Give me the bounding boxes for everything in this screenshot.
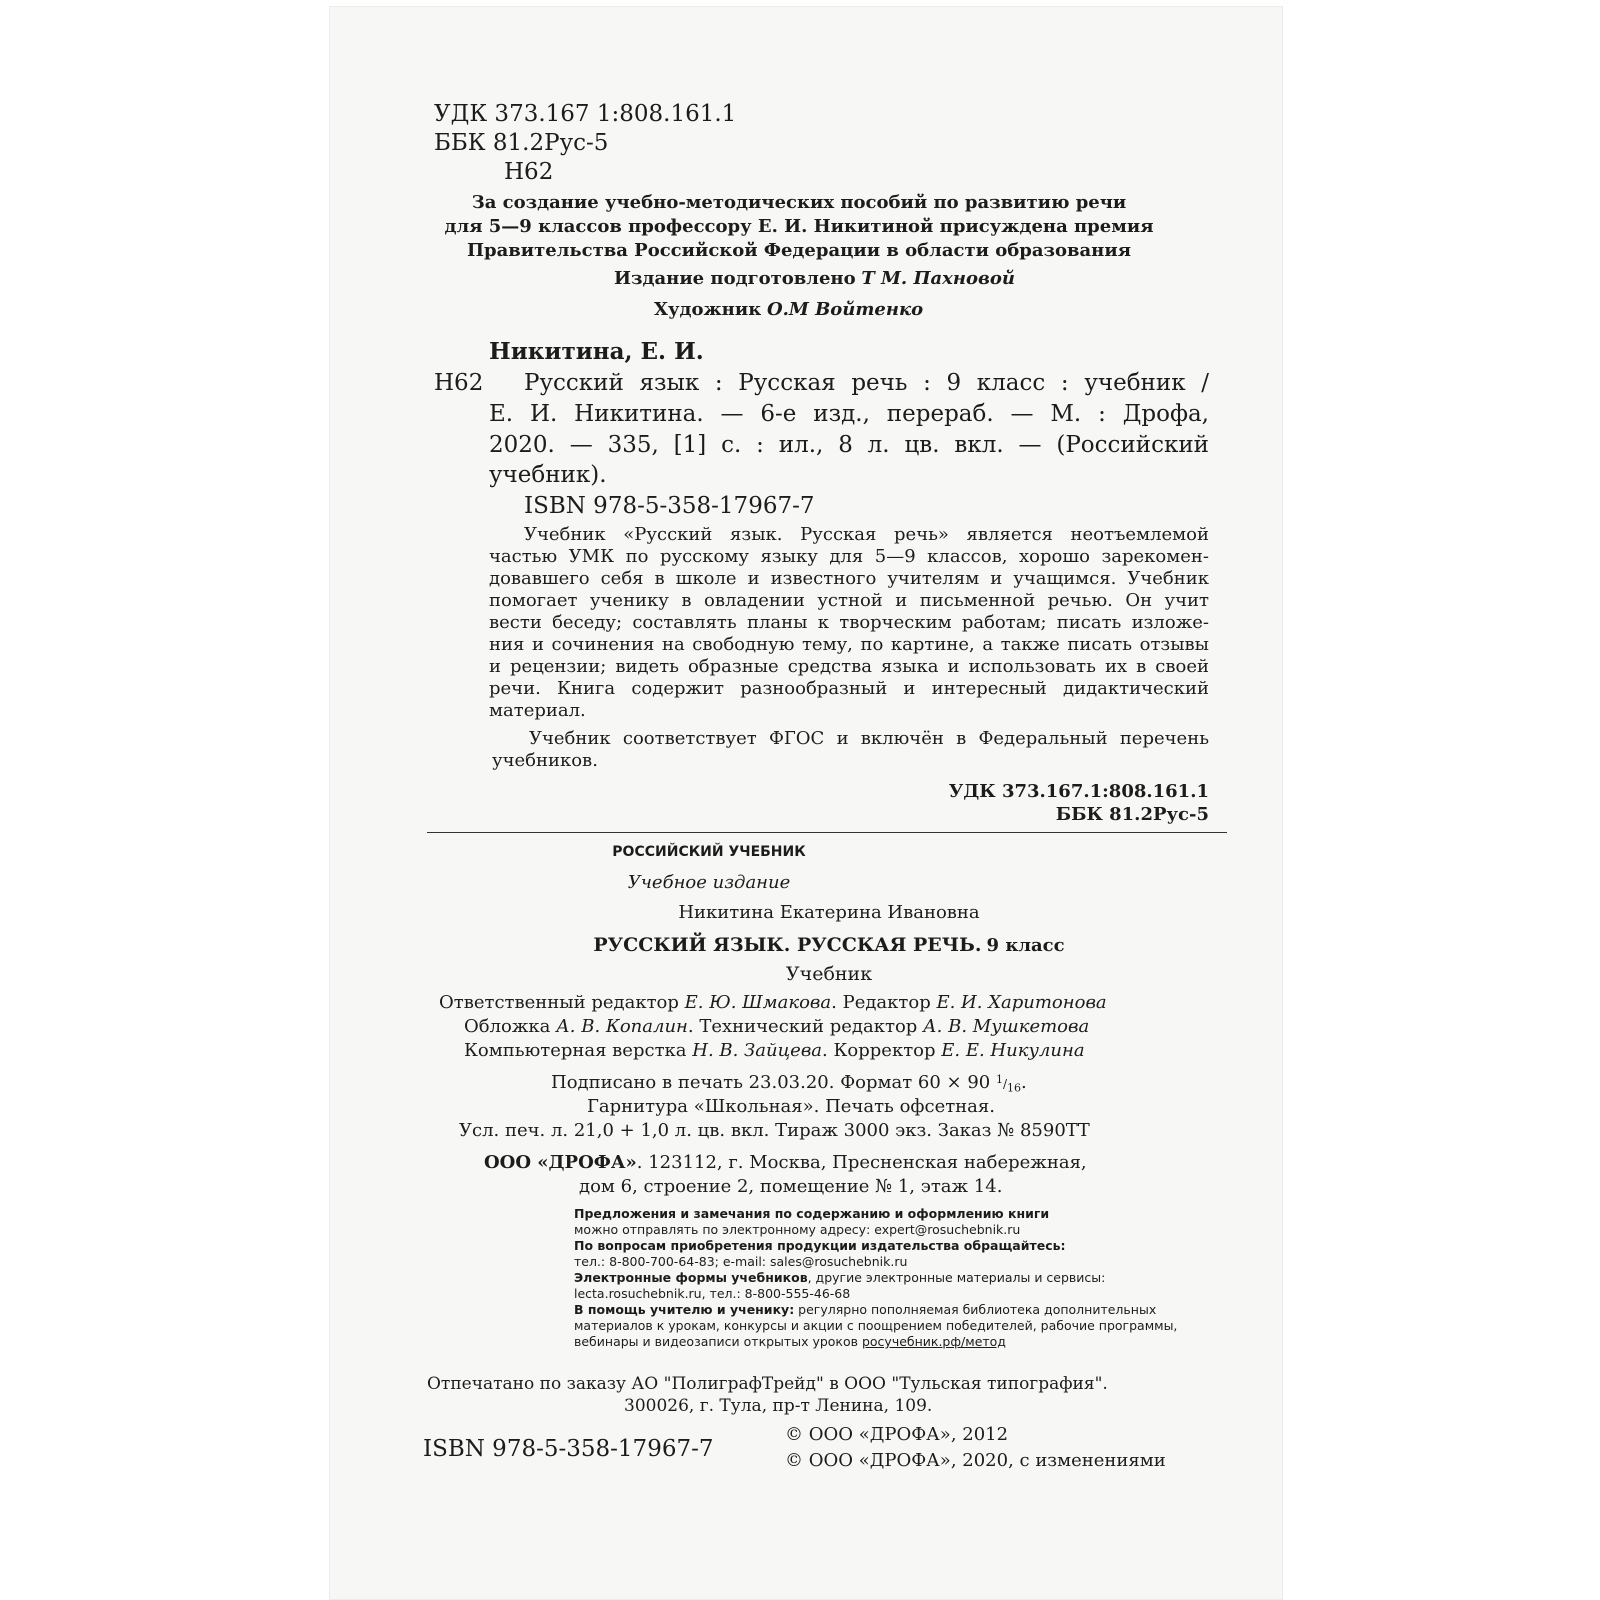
staff-line-3: Компьютерная верстка Н. В. Зайцева. Корректор Е. Е. Никулина	[464, 1040, 1085, 1061]
printer-line-2: 300026, г. Тула, пр-т Ленина, 109.	[624, 1396, 933, 1416]
help-line	[574, 1302, 1177, 1318]
annotation-line-2: частью УМК по русскому языку для 5—9 классов, хорошо зарекомен-	[489, 546, 1209, 567]
footer-isbn: ISBN 978-5-358-17967-7	[423, 1436, 714, 1462]
help-line-3	[574, 1334, 1177, 1350]
annotation-line-5: вести беседу; составлять планы к творческим работам; писать изложе-	[489, 612, 1209, 633]
catalog-isbn: ISBN 978-5-358-17967-7	[524, 493, 815, 519]
suggest-heading: Предложения и замечания по содержанию и оформлению книги	[574, 1206, 1050, 1221]
tech-editor-label: Технический редактор	[699, 1016, 918, 1037]
signed-line: Подписано в печать 23.03.20. Формат 60 × 90 $^1/_{16}$.	[551, 1072, 1027, 1095]
contacts-block	[574, 1206, 1177, 1350]
publisher-line-1	[484, 1152, 1087, 1173]
fgos-line-1: Учебник соответствует ФГОС и включён в Федеральный перечень	[529, 728, 1209, 749]
buy-heading: По вопросам приобретения продукции издательства обращайтесь:	[574, 1238, 1066, 1253]
copyright-2012: © ООО «ДРОФА», 2012	[785, 1424, 1009, 1445]
catalog-mark: Н62	[434, 370, 484, 396]
publisher-name: ООО «ДРОФА»	[484, 1152, 637, 1173]
catalog-bbk: ББК 81.2Рус-5	[1055, 804, 1209, 825]
staff-line-1: Ответственный редактор Е. Ю. Шмакова. Редактор Е. И. Харитонова	[439, 992, 1107, 1013]
series-name: РОССИЙСКИЙ УЧЕБНИК	[612, 844, 806, 860]
prepared-name: Т М. Пахновой	[861, 268, 1015, 289]
annotation-line-3: довавшего себя в школе и известного учителям и учащимся. Учебник	[489, 568, 1209, 589]
divider-rule	[427, 832, 1227, 833]
buy-text: тел.: 8-800-700-64-83; e-mail: sales@rosuchebnik.ru	[574, 1254, 908, 1269]
proofreader: Е. Е. Никулина	[941, 1040, 1085, 1061]
resp-editor: Е. Ю. Шмакова	[684, 992, 832, 1013]
typeface-line: Гарнитура «Школьная». Печать офсетная.	[587, 1096, 995, 1117]
editor-label: Редактор	[842, 992, 931, 1013]
resp-editor-label: Ответственный редактор	[439, 992, 679, 1013]
artist-credit	[654, 299, 923, 320]
methods-link[interactable]: росучебник.рф/метод	[861, 1334, 1006, 1349]
catalog-line-4: учебник).	[489, 462, 607, 488]
proof-label: Корректор	[833, 1040, 936, 1061]
suggest-text: можно отправлять по электронному адресу: expert@rosuchebnik.ru	[574, 1222, 1021, 1237]
eforms-heading: Электронные формы учебников	[574, 1270, 808, 1285]
award-line-1: За создание учебно-методических пособий по развитию речи	[471, 192, 1127, 213]
artist-name: О.М Войтенко	[766, 299, 924, 320]
author-mark-top: Н62	[504, 159, 554, 185]
help-text: регулярно пополняемая библиотека дополнительных	[794, 1302, 1157, 1317]
annotation-line-1: Учебник «Русский язык. Русская речь» является неотъемлемой	[524, 524, 1209, 545]
cover-label: Обложка	[464, 1016, 551, 1037]
book-title	[429, 934, 1229, 956]
staff-line-2: Обложка А. В. Копалин. Технический редактор А. В. Мушкетова	[464, 1016, 1090, 1037]
udk-top: УДК 373.167 1:808.161.1	[434, 101, 737, 127]
annotation-line-4: помогает ученику в овладении устной и письменной речью. Он учит	[489, 590, 1209, 611]
signed-text: Подписано в печать 23.03.20. Формат 60 × 90	[551, 1072, 991, 1093]
edition-type: Учебное издание	[627, 872, 791, 893]
bbk-top: ББК 81.2Рус-5	[434, 130, 609, 156]
help-heading: В помощь учителю и ученику:	[574, 1302, 795, 1317]
award-line-2: для 5—9 классов профессору Е. И. Никитиной присуждена премия	[444, 216, 1154, 237]
help-text-3: вебинары и видеозаписи открытых уроков	[574, 1334, 862, 1349]
print-run-line: Усл. печ. л. 21,0 + 1,0 л. цв. вкл. Тираж 3000 экз. Заказ № 8590ТТ	[459, 1120, 1090, 1141]
catalog-line-1: Русский язык : Русская речь : 9 класс : учебник /	[524, 370, 1209, 396]
fgos-line-2: учебников.	[492, 750, 598, 771]
help-text-2: материалов к урокам, конкурсы и акции с поощрением победителей, рабочие программы,	[574, 1318, 1178, 1333]
tech-editor: А. В. Мушкетова	[923, 1016, 1090, 1037]
prepared-label: Издание подготовлено	[614, 268, 856, 289]
eforms-text-2: lecta.rosuchebnik.ru, тел.: 8-800-555-46-68	[574, 1286, 851, 1301]
layout-label: Компьютерная верстка	[464, 1040, 687, 1061]
format-denominator: 16	[1007, 1081, 1022, 1095]
book-page	[329, 6, 1283, 1600]
book-subtitle: Учебник	[785, 963, 873, 985]
eforms-line	[574, 1270, 1177, 1286]
book-grade: 9 класс	[986, 935, 1065, 956]
publisher-address-2: дом 6, строение 2, помещение № 1, этаж 14.	[579, 1176, 1003, 1197]
copyright-2020: © ООО «ДРОФА», 2020, с изменениями	[785, 1450, 1166, 1471]
layout-artist: Н. В. Зайцева	[692, 1040, 823, 1061]
award-line-3: Правительства Российской Федерации в области образования	[466, 240, 1132, 261]
cover-artist: А. В. Копалин	[556, 1016, 688, 1037]
book-title-text: РУССКИЙ ЯЗЫК. РУССКАЯ РЕЧЬ.	[593, 934, 982, 956]
publisher-address-1: . 123112, г. Москва, Пресненская набережная,	[636, 1152, 1087, 1173]
author-full-name: Никитина Екатерина Ивановна	[678, 902, 980, 923]
format-fraction: $^1/_{16}$	[995, 1073, 1022, 1095]
annotation-line-9: материал.	[489, 700, 586, 721]
annotation-line-7: и рецензии; видеть образные средства языка и использовать их в своей	[489, 656, 1209, 677]
artist-label: Художник	[654, 299, 762, 320]
catalog-line-3: 2020. — 335, [1] с. : ил., 8 л. цв. вкл. — (Российский	[489, 432, 1209, 458]
annotation-line-6: ния и сочинения на свободную тему, по картине, а также писать отзывы	[489, 634, 1209, 655]
catalog-author: Никитина, Е. И.	[489, 338, 704, 365]
eforms-text: , другие электронные материалы и сервисы:	[807, 1270, 1106, 1285]
format-numerator: 1	[995, 1073, 1003, 1086]
printer-line-1: Отпечатано по заказу АО "ПолиграфТрейд" в ООО "Тульская типография".	[427, 1374, 1108, 1394]
catalog-line-2: Е. И. Никитина. — 6-е изд., перераб. — М. : Дрофа,	[489, 401, 1209, 427]
editor: Е. И. Харитонова	[936, 992, 1107, 1013]
prepared-by	[614, 268, 1015, 289]
annotation-line-8: речи. Книга содержит разнообразный и интересный дидактический	[489, 678, 1209, 699]
catalog-udk: УДК 373.167.1:808.161.1	[948, 781, 1209, 802]
